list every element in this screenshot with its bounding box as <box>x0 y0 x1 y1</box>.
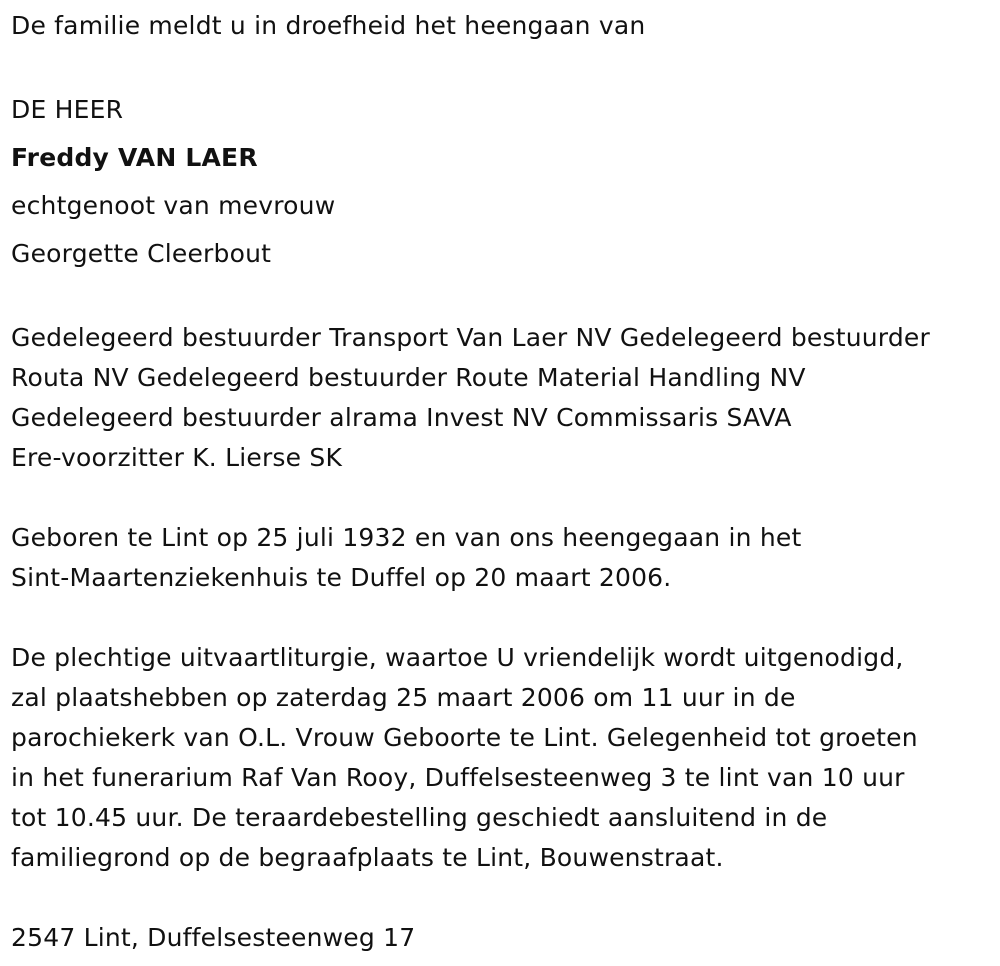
paragraph-line: Sint-Maartenziekenhuis te Duffel op 20 maart 2006. <box>11 563 672 592</box>
paragraph-line: Geboren te Lint op 25 juli 1932 en van ons heengegaan in het <box>11 523 802 552</box>
spacer <box>11 278 993 318</box>
paragraph-line: parochiekerk van O.L. Vrouw Geboorte te Lint. Gelegenheid tot groeten <box>11 723 918 752</box>
functions-paragraph <box>11 318 993 478</box>
death-notice <box>11 0 993 958</box>
paragraph-line: Routa NV Gedelegeerd bestuurder Route Material Handling NV <box>11 363 806 392</box>
paragraph-line: familiegrond op de begraafplaats te Lint, Bouwenstraat. <box>11 843 724 872</box>
spacer <box>11 598 993 638</box>
paragraph-line: Gedelegeerd bestuurder alrama Invest NV Commissaris SAVA <box>11 403 792 432</box>
spacer <box>11 478 993 518</box>
home-address: 2547 Lint, Duffelsesteenweg 17 <box>11 923 416 952</box>
paragraph-line: Ere-voorzitter K. Lierse SK <box>11 443 343 472</box>
funeral-paragraph <box>11 638 993 878</box>
paragraph-line: Gedelegeerd bestuurder Transport Van Laer NV Gedelegeerd bestuurder <box>11 323 930 352</box>
spouse-name: Georgette Cleerbout <box>11 239 272 268</box>
deceased-name: Freddy VAN LAER <box>11 143 258 172</box>
paragraph-line: zal plaatshebben op zaterdag 25 maart 2006 om 11 uur in de <box>11 683 796 712</box>
paragraph-line: tot 10.45 uur. De teraardebestelling geschiedt aansluitend in de <box>11 803 828 832</box>
paragraph-line: in het funerarium Raf Van Rooy, Duffelsesteenweg 3 te lint van 10 uur <box>11 763 905 792</box>
paragraph-line: De plechtige uitvaartliturgie, waartoe U vriendelijk wordt uitgenodigd, <box>11 643 904 672</box>
spacer <box>11 46 993 86</box>
spacer <box>11 878 993 918</box>
title-prefix: DE HEER <box>11 95 124 124</box>
intro-text: De familie meldt u in droefheid het heengaan van <box>11 11 646 40</box>
spouse-label: echtgenoot van mevrouw <box>11 191 336 220</box>
birth-death-paragraph <box>11 518 993 598</box>
